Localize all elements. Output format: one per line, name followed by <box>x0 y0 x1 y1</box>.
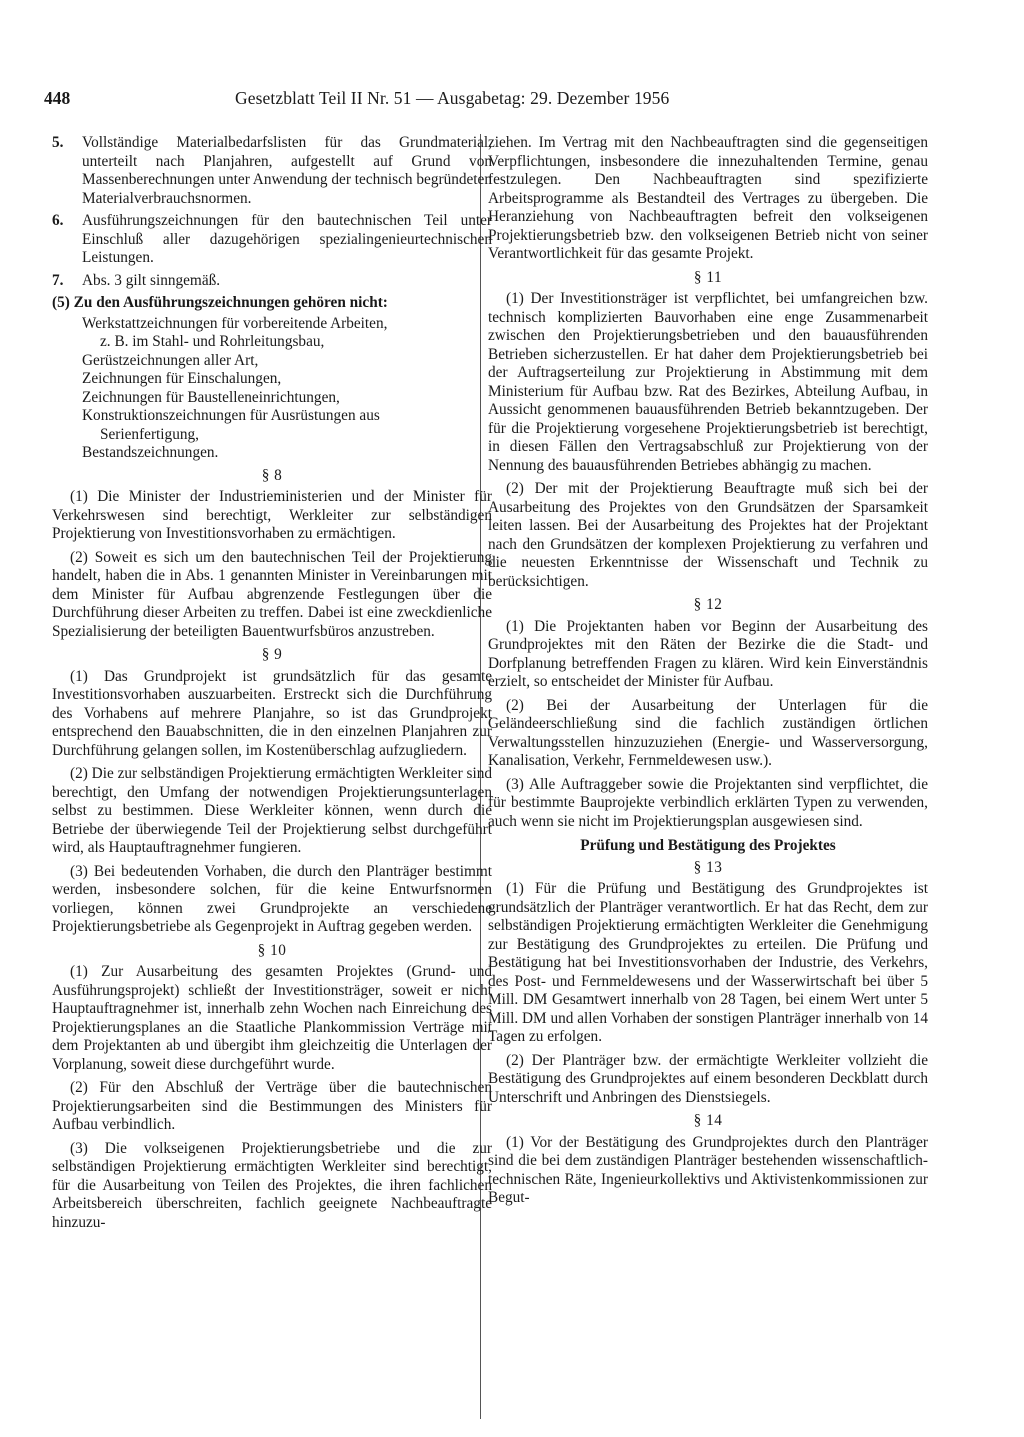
section-heading: § 12 <box>693 596 723 613</box>
list-line: z. B. im Stahl- und Rohrleitungsbau, <box>100 333 325 350</box>
paragraph: (1) Die Projektanten haben vor Beginn der Ausarbeitung des Grundprojektes mit den Räten der Bezirke die die Stadt- und Dorfplanung betreffenden Fragen zu klären. Wird kein Einverständnis erzielt, so entscheidet der Minister für Aufbau. <box>488 617 928 690</box>
item-text: Ausführungszeichnungen für den bautechnischen Teil unter Einschluß aller dazugehörigen spezialingenieurtechnischen Leistungen. <box>82 212 492 266</box>
item-text: Vollständige Materialbedarfslisten für das Grundmaterial, unterteilt nach Planjahren, aufgestellt auf Grund von Massenberechnungen unter Anwendung der technisch begründeten Materialverbrauchsnormen. <box>82 134 492 207</box>
item-number: 6. <box>52 212 64 229</box>
list-item <box>52 134 492 208</box>
paragraph: (2) Die zur selbständigen Projektierung ermächtigten Werkleiter sind berechtigt, den Umfang der notwendigen Projektierungsunterlagen selbst zu bestimmen. Diese Werkleiter können, wenn durch die Betriebe der überwiegende Teil der Projektierung selbst durchgeführt wird, als Hauptauftragnehmer fungieren. <box>52 765 492 856</box>
page-title: Gesetzblatt Teil II Nr. 51 — Ausgabetag: 29. Dezember 1956 <box>235 88 670 108</box>
paragraph: (3) Alle Auftraggeber sowie die Projektanten sind verpflichtet, die für bestimmte Bauprojekte verbindlich erklärten Typen zu verwenden, auch wenn sie nicht im Projektierungsplan ausgewiesen sind. <box>488 775 928 830</box>
paragraph-heading: (5) Zu den Ausführungszeichnungen gehören nicht: <box>52 294 388 311</box>
paragraph: (1) Vor der Bestätigung des Grundprojektes durch den Planträger sind die bei dem zuständigen Planträger bestehenden wissenschaftlich-technischen Räte, Ingenieurkollektivs und Aktivistenkommissionen zur Begut- <box>488 1133 928 1206</box>
paragraph: (2) Der Planträger bzw. der ermächtigte Werkleiter vollzieht die Bestätigung des Grundprojektes auf einem besonderen Deckblatt durch Unterschrift und Anbringen des Dienstsiegels. <box>488 1051 928 1106</box>
paragraph: (2) Bei der Ausarbeitung der Unterlagen für die Geländeerschließung sind die fachlich zuständigen örtlichen Verwaltungsstellen hinzuzuziehen (Energie- und Wasserversorgung, Kanalisation, Verkehr, Fernmeldewesen usw.). <box>488 696 928 769</box>
right-column <box>488 134 928 1213</box>
section-heading: § 14 <box>693 1112 723 1129</box>
chapter-heading: Prüfung und Bestätigung des Projektes <box>580 837 836 854</box>
paragraph: (1) Für die Prüfung und Bestätigung des Grundprojektes ist grundsätzlich der Planträger verantwortlich. Er hat das Recht, dem zur selbständigen Projektierung ermächtigten Werkleiter die Genehmigung zur Bestätigung des Grundprojektes zu erteilen. Die Prüfung und Bestätigung hat bei Investitionsvorhaben der Industrie, des Verkehrs, des Post- und Fernmeldewesens und der Wasserwirtschaft bei über 5 Mill. DM Gesamtwert innerhalb von 28 Tagen, bei einem Wert unter 5 Mill. DM und allen Vorhaben der sonstigen Planträger innerhalb von 14 Tagen zu erfolgen. <box>488 880 928 1045</box>
list-line: Serienfertigung, <box>100 425 199 443</box>
paragraph: (3) Bei bedeutenden Vorhaben, die durch den Planträger bestimmt werden, insbesondere solchen, für die keine Entwurfsnormen vorliegen, können zwei Grundprojekte an verschiedene Projektierungsbetriebe als Gegenprojekt in Auftrag gegeben werden. <box>52 862 492 935</box>
paragraph: (3) Die volkseigenen Projektierungsbetriebe und die zur selbständigen Projektierung ermächtigten Werkleiter sind berechtigt, für die Ausarbeitung von Teilen des Projektes, die ihren fachlichen Arbeitsbereich überschreiten, fachlich geeignete Nachbeauftragte hinzuzu- <box>52 1139 492 1231</box>
paragraph: (2) Für den Abschluß der Verträge über die bautechnischen Projektierungsarbeiten sind die Bestimmungen des Ministers für Aufbau verbindlich. <box>52 1079 492 1133</box>
page-number: 448 <box>44 88 71 108</box>
item-number: 5. <box>52 134 64 151</box>
paragraph: (1) Zur Ausarbeitung des gesamten Projektes (Grund- und Ausführungsprojekt) schließt der Investitionsträger, soweit er nicht Hauptauftragnehmer ist, innerhalb zehn Wochen nach Einreichung des Projektierungsplanes an die Staatliche Plankommission Verträge mit dem Projektanten ab und übergibt ihm gleichzeitig die Unterlagen der Vorplanung, soweit diese durchgeführt wurde. <box>52 963 492 1073</box>
paragraph: (2) Der mit der Projektierung Beauftragte muß sich bei der Ausarbeitung des Projektes von den Grundsätzen der Sparsamkeit leiten lassen. Bei der Ausarbeitung des Projektes hat der Projektant nach den Grundsätzen der komplexen Projektierung zu verfahren und die neuesten Erkenntnisse der Wissenschaft und Technik zu berücksichtigen. <box>488 480 928 590</box>
list-line: Werkstattzeichnungen für vorbereitende Arbeiten, <box>82 314 388 332</box>
list-item <box>52 212 492 268</box>
left-column <box>52 134 492 1237</box>
list-line: Gerüstzeichnungen aller Art, <box>82 351 259 369</box>
item-number: 7. <box>52 271 64 289</box>
paragraph: (2) Soweit es sich um den bautechnischen Teil der Projektierung handelt, haben die in Abs. 1 genannten Minister in Vereinbarungen mit dem Minister für Aufbau abgrenzende Festlegungen über die Durchführung dieser Arbeiten zu treffen. Dabei ist eine zweckdienliche Spezialisierung der beteiligten Bauentwurfsbüros anzustreben. <box>52 548 492 640</box>
paragraph: (1) Die Minister der Industrieministerien und der Minister für Verkehrswesen sind berechtigt, Werkleiter zur selbständigen Projektierung von Investitionsvorhaben zu ermächtigen. <box>52 488 492 542</box>
section-heading: § 11 <box>693 268 723 286</box>
list-item <box>52 272 492 291</box>
section-heading: § 10 <box>257 941 287 959</box>
list-line: Konstruktionszeichnungen für Ausrüstungen aus <box>82 407 380 424</box>
list-line: Zeichnungen für Baustelleneinrichtungen, <box>82 388 340 406</box>
list-line: Zeichnungen für Einschalungen, <box>82 370 282 387</box>
paragraph: (1) Der Investitionsträger ist verpflichtet, bei umfangreichen bzw. technisch komplizierten Bauvorhaben eine enge Zusammenarbeit zwischen den Projektierungsbetrieben und den bauausführenden Betrieben sicherzustellen. Er hat daher dem Projektierungsbetrieb bei der Auftragserteilung zur Projektierung in Abstimmung mit dem Ministerium für Aufbau bzw. Rat des Bezirkes, Abteilung Aufbau, in Aussicht genommenen bauausführenden Betrieb bekanntzugeben. Der für die Projektierung vorgesehene Projektierungsbetrieb ist berechtigt, in diesen Fällen den Vertragsabschluß zur Projektierung von der Nennung des bauausführenden Betriebes abhängig zu machen. <box>488 290 928 474</box>
exclusion-list <box>52 315 492 463</box>
section-heading: § 8 <box>261 466 283 484</box>
section-heading: § 9 <box>261 646 283 663</box>
paragraph: (1) Das Grundprojekt ist grundsätzlich für das gesamte Investitionsvorhaben auszuarbeiten. Erstreckt sich die Durchführung des Vorhabens auf mehrere Planjahre, so ist das Grundprojekt entsprechend den Bauabschnitten, die in den einzelnen Planjahren zur Durchführung gelangen sollen, im Kostenüberschlag aufzugliedern. <box>52 667 492 759</box>
item-text: Abs. 3 gilt sinngemäß. <box>82 271 221 289</box>
page-header <box>44 88 880 114</box>
list-line: Bestandszeichnungen. <box>82 444 219 461</box>
section-heading: § 13 <box>693 858 723 876</box>
paragraph: ziehen. Im Vertrag mit den Nachbeauftragten sind die gegenseitigen Verpflichtungen, insbesondere die innezuhaltenden Termine, genau festzulegen. Den Nachbeauftragten sind spezifizierte Arbeitsprogramme als Bestandteil des Vertrages zu übergeben. Die Heranziehung von Nachbeauftragten befreit den volkseigenen Projektierungsbetrieb bzw. den volkseigenen Betrieb nicht von seiner Verantwortlichkeit für das gesamte Projekt. <box>488 134 928 262</box>
